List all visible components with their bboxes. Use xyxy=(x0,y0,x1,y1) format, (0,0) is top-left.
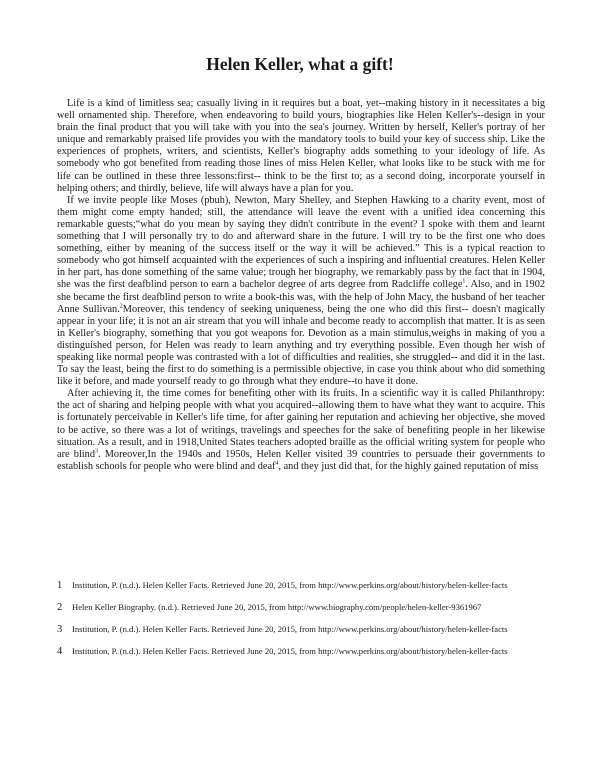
footnote-ref[interactable]: 3 xyxy=(94,448,98,455)
footnote-ref[interactable]: 4 xyxy=(275,460,279,467)
footnote-number: 2 xyxy=(57,602,63,613)
footnote xyxy=(57,646,537,657)
paragraph xyxy=(57,388,545,473)
footnote xyxy=(57,602,537,613)
footnote-ref[interactable]: 1 xyxy=(462,278,466,285)
footnote-number: 4 xyxy=(57,646,63,657)
footnote-text: Institution, P. (n.d.). Helen Keller Facts. Retrieved June 20, 2015, from http://www.perkins.org/about/history/helen-keller-facts xyxy=(72,624,508,634)
paragraph-text: . Also, and in 1902 she became the first deafblind person to write a book-this was, with the help of John Macy, the husband of her teacher Anne Sullivan. xyxy=(57,279,545,315)
paragraph xyxy=(57,98,545,195)
paragraph-text: , and they just did that, for the highly gained reputation of miss xyxy=(278,460,539,472)
footnote-text: Helen Keller Biography. (n.d.). Retrieved June 20, 2015, from http://www.biography.com/people/helen-keller-9361967 xyxy=(72,602,482,612)
footnote-ref[interactable]: 2 xyxy=(119,303,123,310)
paragraph-text: Moreover, this tendency of seeking uniqueness, being the one who did this first-- doesn't magically appear in your life; it is not an air stream that you will inhale and become ready to accomplish that matter. It is as seen in Keller's biography, something that you got weapons for. Devotion as a main stimulus,weighs in making of you a distinguished person, for Helen was ready to learn anything and try everything possible. Even though her wish of speaking like normal people was contrasted with a lot of difficulties and realities, she struggled-- and did it in the last. To say the least, being the first to do something is a permissible objective, in case you think about who did something like it before, and made yourself ready to go through what they endure--to have it done. xyxy=(57,303,545,388)
paragraph xyxy=(57,195,545,389)
paragraph-text: Life is a kind of limitless sea; casually living in it requires but a boat, yet--making history in it necessitates a big well ornamented ship. Therefore, when endeavoring to build yours, biographies like Helen Keller's--design in your brain the final product that you will take with you into the sea's journey. Written by herself, Keller's portray of her unique and remarkably praised life provides you with the mandatory tools to build your key of success ship. Like the experiences of prophets, writers, and scientists, Keller's biography adds something to your ideology of life. As somebody who got benefited from reading those lines of miss Helen Keller, what looks like to be stuck with me for life can be outlined in these three lessons:first-- think to be the first to; as a second doing, incorporate yourself in helping others; and thirdly, believe, life will always have a plan for you. xyxy=(57,98,545,194)
footnotes-section xyxy=(57,580,537,668)
footnote xyxy=(57,624,537,635)
paragraph-text: . Moreover,In the 1940s and 1950s, Helen Keller visited 39 countries to persuade their governments to establish schools for people who were blind and deaf xyxy=(57,448,545,472)
footnote xyxy=(57,580,537,591)
footnote-number: 1 xyxy=(57,580,63,591)
footnote-number: 3 xyxy=(57,624,63,635)
footnote-text: Institution, P. (n.d.). Helen Keller Facts. Retrieved June 20, 2015, from http://www.perkins.org/about/history/helen-keller-facts xyxy=(72,646,508,656)
paragraph-text: If we invite people like Moses (pbuh), Newton, Mary Shelley, and Stephen Hawking to a charity event, most of them might come empty handed; still, the attendance will leave the event with a unified idea concerning this remarkable guests;“what do you mean by saying they didn't contribute in the event? I spoke with them and learnt something that I will personally try to do and afterward share in the future. I will try to be the first one who does something, either by meaning of the success itself or the way it will be achieved.” This is a typical reaction to somebody who got himself acquainted with the experiences of such a inspiring and influential creatures. Helen Keller in her part, has done something of the same value; trough her biography, we remarkably pass by the fact that in 1904, she was the first deafblind person to earn a bachelor degree of arts degree from Radcliffe college xyxy=(57,194,545,291)
paragraph-text: After achieving it, the time comes for benefiting other with its fruits. In a scientific way it is called Philanthropy: the act of sharing and helping people with what you acquired--allowing them to have what they want to acquire. This is fortunately perceivable in Keller's life time, for after gaining her reputation and achieving her objective, she moved to be active, so there was a lot of writings, travelings and speeches for the sake of benefiting people in her likewise situation. As a result, and in 1918,United States teachers adopted braille as the official writing system for people who are blind xyxy=(57,388,545,460)
footnote-text: Institution, P. (n.d.). Helen Keller Facts. Retrieved June 20, 2015, from http://www.perkins.org/about/history/helen-keller-facts xyxy=(72,580,508,590)
document-title: Helen Keller, what a gift! xyxy=(206,54,394,74)
document-body xyxy=(57,98,545,473)
